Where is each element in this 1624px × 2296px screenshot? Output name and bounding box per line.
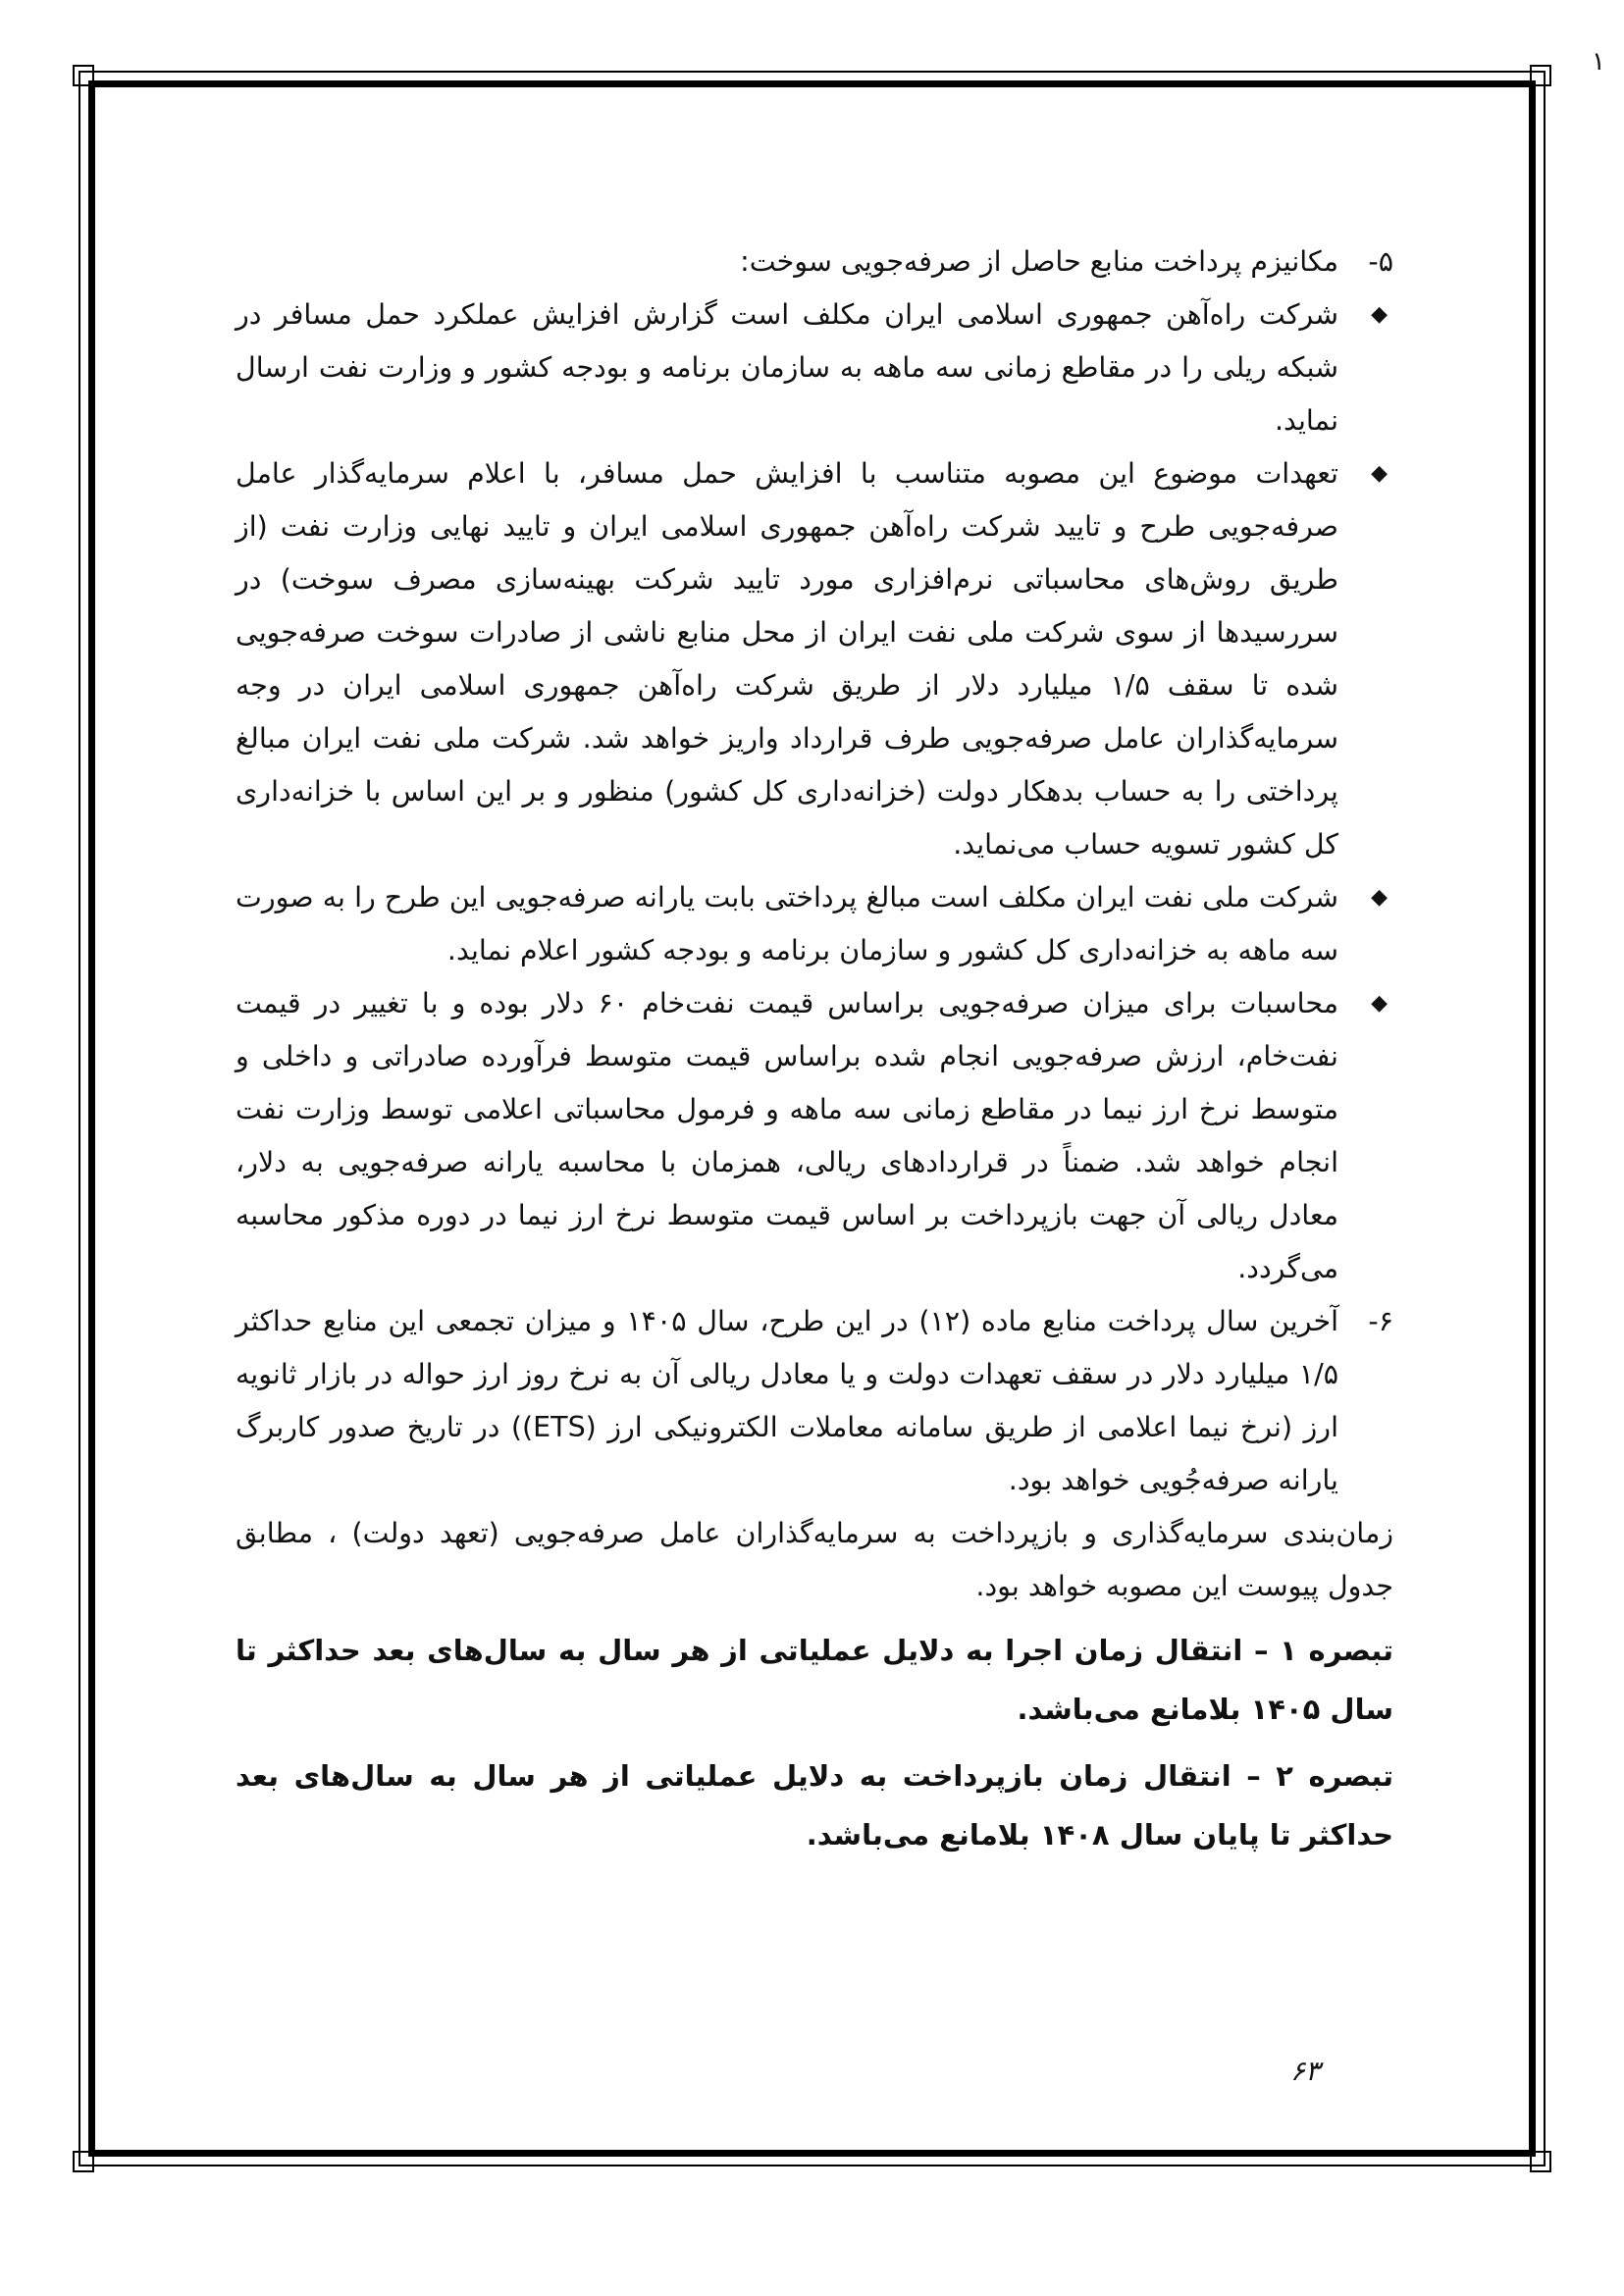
diamond-bullet-icon: ◆ (1371, 991, 1388, 1016)
diamond-bullet-icon: ◆ (1371, 885, 1388, 910)
document-body (236, 235, 1393, 1864)
schedule-paragraph: زمان‌بندی سرمایه‌گذاری و بازپرداخت به سرمایه‌گذاران عامل صرفه‌جویی (تعهد دولت) ، مطابق جدول پیوست این مصوبه خواهد بود. (236, 1517, 1393, 1602)
section-number: ۵- (1368, 245, 1393, 278)
note-1: تبصره ۱ – انتقال زمان اجرا به دلایل عملیاتی از هر سال به سال‌های بعد حداکثر تا سال ۱۴۰۵ بلامانع می‌باشد. (236, 1634, 1393, 1726)
section-number: ۶- (1368, 1305, 1393, 1337)
bullet-item (236, 288, 1393, 447)
border-corner-top-left (73, 65, 94, 86)
bullet-item (236, 447, 1393, 871)
section-5-heading (236, 235, 1393, 288)
note-2: تبصره ۲ – انتقال زمان بازپرداخت به دلایل عملیاتی از هر سال به سال‌های بعد حداکثر تا پایان سال ۱۴۰۸ بلامانع می‌باشد. (236, 1759, 1393, 1852)
section-title: مکانیزم پرداخت منابع حاصل از صرفه‌جویی سوخت: (740, 245, 1338, 278)
edge-mark: ١ (1592, 47, 1605, 77)
border-corner-top-right (1530, 65, 1551, 86)
border-corner-bottom-left (73, 2151, 94, 2172)
bullet-text: تعهدات موضوع این مصوبه متناسب با افزایش حمل مسافر، با اعلام سرمایه‌گذار عامل صرفه‌جویی طرح و تایید شرکت راه‌آهن جمهوری اسلامی ایران و تایید نهایی وزارت نفت (از طریق روش‌های محاسباتی نرم‌افزاری مورد تایید شرکت بهینه‌سازی مصرف سوخت) در سررسیدها از سوی شرکت ملی نفت ایران از محل منابع ناشی از صادرات سوخت صرفه‌جویی شده تا سقف ۱/۵ میلیارد دلار از طریق شرکت راه‌آهن جمهوری اسلامی ایران در وجه سرمایه‌گذاران عامل صرفه‌جویی طرف قرارداد واریز خواهد شد. شرکت ملی نفت ایران مبالغ پرداختی را به حساب بدهکار دولت (خزانه‌داری کل کشور) منظور و بر این اساس با خزانه‌داری کل کشور تسویه حساب می‌نماید. (236, 457, 1338, 861)
page-number: ۶۳ (1290, 2055, 1321, 2087)
section-6 (236, 1295, 1393, 1507)
diamond-bullet-icon: ◆ (1371, 302, 1388, 327)
section-text: آخرین سال پرداخت منابع ماده (۱۲) در این طرح، سال ۱۴۰۵ و میزان تجمعی این منابع حداکثر ۱/۵ میلیارد دلار در سقف تعهدات دولت و یا معادل ریالی آن به نرخ روز ارز حواله در بازار ثانویه ارز (نرخ نیما اعلامی از طریق سامانه معاملات الکترونیکی ارز (ETS)) در تاریخ صدور کاربرگ یارانه صرفه‌جُویی خواهد بود. (236, 1305, 1338, 1496)
bullet-item (236, 871, 1393, 977)
diamond-bullet-icon: ◆ (1371, 461, 1388, 486)
border-corner-bottom-right (1530, 2151, 1551, 2172)
bullet-text: محاسبات برای میزان صرفه‌جویی براساس قیمت نفت‌خام ۶۰ دلار بوده و با تغییر در قیمت نفت‌خام، ارزش صرفه‌جویی انجام شده براساس قیمت متوسط فرآورده صادراتی و داخلی و متوسط نرخ ارز نیما در مقاطع زمانی سه ماهه و فرمول محاسباتی اعلامی توسط وزارت نفت انجام خواهد شد. ضمناً در قراردادهای ریالی، همزمان با محاسبه یارانه صرفه‌جویی به دلار، معادل ریالی آن جهت بازپرداخت بر اساس قیمت متوسط نرخ ارز نیما در دوره مذکور محاسبه می‌گردد. (236, 987, 1338, 1284)
bullet-item (236, 977, 1393, 1295)
bullet-text: شرکت راه‌آهن جمهوری اسلامی ایران مکلف است گزارش افزایش عملکرد حمل مسافر در شبکه ریلی را در مقاطع زمانی سه ماهه به سازمان برنامه و بودجه کشور و وزارت نفت ارسال نماید. (236, 298, 1338, 437)
bullet-text: شرکت ملی نفت ایران مکلف است مبالغ پرداختی بابت یارانه صرفه‌جویی این طرح را به صورت سه ماهه به خزانه‌داری کل کشور و سازمان برنامه و بودجه کشور اعلام نماید. (236, 881, 1338, 966)
